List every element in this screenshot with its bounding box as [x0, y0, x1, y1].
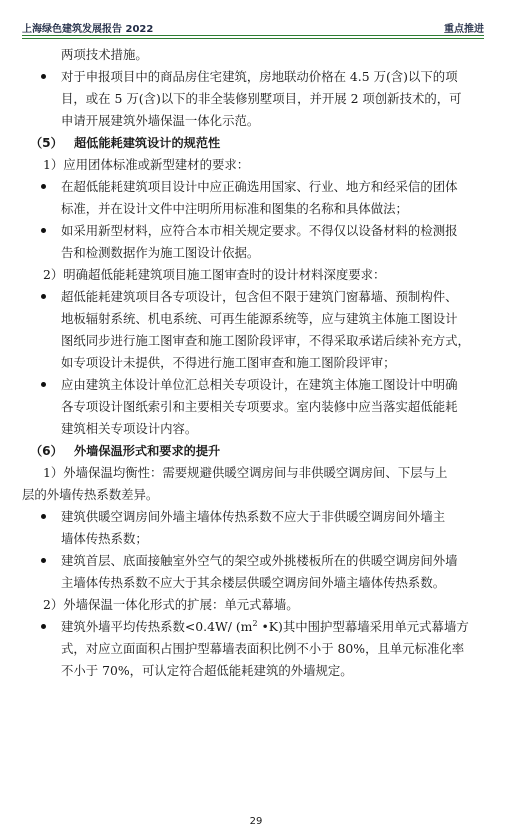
heading-number: （5） [30, 136, 63, 150]
superscript-2: 2 [252, 618, 258, 628]
bullet-text: 如采用新型材料，应符合本市相关规定要求。不得仅以设备材料的检测报 [61, 223, 458, 238]
heading-title: 外墙保温形式和要求的提升 [74, 444, 221, 458]
bullet-item [22, 66, 484, 88]
sub-item: 1）应用团体标准或新型建材的要求： [43, 157, 250, 172]
sub-item: 1）外墙保温均衡性：需要规避供暖空调房间与非供暖空调房间、下层与上 [43, 465, 448, 480]
bullet-icon [41, 294, 46, 299]
text-line: 目，或在 5 万(含)以下的非全装修别墅项目，并开展 2 项创新技术的，可 [61, 91, 462, 106]
text-line: 式，对应立面面积占围护型幕墙表面积比例不小于 80%，且单元标准化率 [61, 641, 465, 656]
text-line: 各专项设计图纸索引和主要相关专项要求。室内装修中应当落实超低能耗 [61, 399, 458, 414]
bullet-item [22, 374, 484, 396]
formula-part-b: •K)其中围护型幕墙采用单元式幕墙方 [257, 619, 469, 634]
text-line: 告和检测数据作为施工图设计依据。 [61, 245, 260, 260]
text-line: 层的外墙传热系数差异。 [22, 487, 159, 502]
text-line: 标准，并在设计文件中注明所用标准和图集的名称和具体做法； [61, 201, 408, 216]
text-line: 不小于 70%，可认定符合超低能耗建筑的外墙规定。 [61, 663, 353, 678]
text-line: 主墙体传热系数不应大于其余楼层供暖空调房间外墙主墙体传热系数。 [61, 575, 446, 590]
bullet-text: 在超低能耗建筑项目设计中应正确选用国家、行业、地方和经采信的团体 [61, 179, 458, 194]
bullet-text: 建筑首层、底面接触室外空气的架空或外挑楼板所在的供暖空调房间外墙 [61, 553, 458, 568]
sub-item: 2）外墙保温一体化形式的扩展：单元式幕墙。 [43, 597, 299, 612]
section-heading-6 [22, 440, 484, 462]
bullet-item [22, 616, 484, 638]
section-heading-5 [22, 132, 484, 154]
text-line: 两项技术措施。 [61, 47, 148, 62]
header-rule-thin [22, 38, 484, 39]
bullet-icon [41, 382, 46, 387]
heading-title: 超低能耗建筑设计的规范性 [74, 136, 221, 150]
bullet-item [22, 220, 484, 242]
bullet-text: 应由建筑主体设计单位汇总相关专项设计，在建筑主体施工图设计中明确 [61, 377, 458, 392]
bullet-text: 超低能耗建筑项目各专项设计，包含但不限于建筑门窗幕墙、预制构件、 [61, 289, 458, 304]
bullet-item [22, 176, 484, 198]
bullet-text: 对于申报项目中的商品房住宅建筑，房地联动价格在 4.5 万(含)以下的项 [61, 69, 458, 84]
text-line: 建筑相关专项设计内容。 [61, 421, 198, 436]
sub-item: 2）明确超低能耗建筑项目施工图审查时的设计材料深度要求： [43, 267, 386, 282]
bullet-icon [41, 558, 46, 563]
bullet-icon [41, 228, 46, 233]
text-line: 地板辐射系统、机电系统、可再生能源系统等，应与建筑主体施工图设计 [61, 311, 458, 326]
bullet-item [22, 506, 484, 528]
bullet-text: 建筑供暖空调房间外墙主墙体传热系数不应大于非供暖空调房间外墙主 [61, 509, 446, 524]
section-label: 重点推进 [444, 24, 484, 35]
formula-part-a: 建筑外墙平均传热系数<0.4W/ (m [61, 619, 253, 634]
page-number: 29 [249, 816, 263, 827]
bullet-icon [41, 74, 46, 79]
bullet-icon [41, 514, 46, 519]
header-rule [22, 35, 484, 36]
bullet-item [22, 286, 484, 308]
bullet-icon [41, 184, 46, 189]
bullet-item [22, 550, 484, 572]
body-text [22, 44, 484, 682]
text-line: 图纸同步进行施工图审查和施工图阶段评审，不得采取承诺后续补充方式， [61, 333, 470, 348]
page-header [22, 18, 484, 34]
report-title: 上海绿色建筑发展报告 2022 [22, 24, 154, 35]
bullet-icon [41, 624, 46, 629]
text-line: 申请开展建筑外墙保温一体化示范。 [61, 113, 260, 128]
bullet-text [61, 619, 469, 634]
text-line: 墙体传热系数； [61, 531, 148, 546]
text-line: 如专项设计未提供，不得进行施工图审查和施工图阶段评审； [61, 355, 396, 370]
heading-number: （6） [30, 444, 63, 458]
